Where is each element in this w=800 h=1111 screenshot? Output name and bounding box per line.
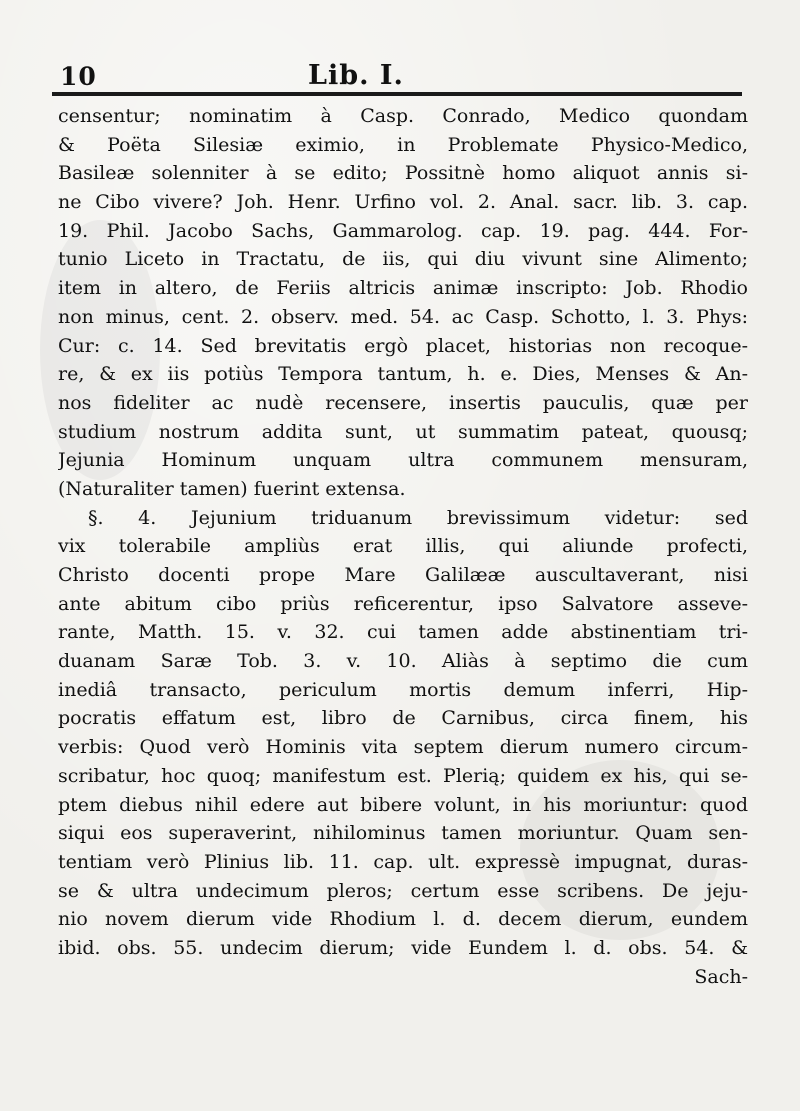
- text-line: item in altero, de Feriis altricis animæ inscripto: Job. Rhodio: [58, 277, 748, 300]
- text-line: nos fideliter ac nudè recensere, insertis pauculis, quæ per: [58, 391, 748, 414]
- text-line: pocratis effatum est, libro de Carnibus, circa finem, his: [58, 707, 748, 730]
- running-head: Lib. I.: [308, 60, 404, 91]
- text-line: & Poëta Silesiæ eximio, in Problemate Physico-Medico,: [58, 133, 748, 156]
- text-line: Christo docenti prope Mare Galilææ auscultaverant, nisi: [58, 564, 748, 586]
- page-header: [52, 58, 742, 98]
- text-line: 19. Phil. Jacobo Sachs, Gammarolog. cap. 19. pag. 444. For-: [58, 219, 748, 242]
- page-number: 10: [60, 62, 97, 91]
- text-line: Jejunia Hominum unquam ultra communem mensuram,: [58, 449, 748, 472]
- text-line: scribatur, hoc quoq; manifestum est. Plerią; quidem ex his, qui se-: [58, 764, 748, 787]
- text-line: siqui eos superaverint, nihilominus tamen moriuntur. Quam sen-: [58, 822, 748, 845]
- text-line: tunio Liceto in Tractatu, de iis, qui diu vivunt sine Alimento;: [58, 248, 748, 271]
- text-line: censentur; nominatim à Casp. Conrado, Medico quondam: [58, 105, 748, 127]
- text-line: re, & ex iis potiùs Tempora tantum, h. e. Dies, Menses & An-: [58, 363, 748, 386]
- text-line: Sach-: [694, 965, 748, 988]
- header-rule: [52, 92, 742, 96]
- body-text: [58, 102, 748, 991]
- text-line: se & ultra undecimum pleros; certum esse scribens. De jeju-: [58, 879, 748, 902]
- text-line: ibid. obs. 55. undecim dierum; vide Eundem l. d. obs. 54. &: [58, 936, 748, 959]
- text-line: rante, Matth. 15. v. 32. cui tamen adde abstinentiam tri-: [58, 621, 748, 644]
- text-line: studium nostrum addita sunt, ut summatim pateat, quousq;: [58, 420, 748, 443]
- text-line: §. 4. Jejunium triduanum brevissimum videtur: sed: [88, 506, 748, 529]
- text-line: duanam Saræ Tob. 3. v. 10. Aliàs à septimo die cum: [58, 650, 748, 673]
- text-line: tentiam verò Plinius lib. 11. cap. ult. expressè impugnat, duras-: [58, 850, 748, 873]
- text-line: ante abitum cibo priùs reficerentur, ipso Salvatore asseve-: [58, 592, 748, 615]
- text-line: vix tolerabile ampliùs erat illis, qui aliunde profecti,: [58, 535, 748, 558]
- text-line: nio novem dierum vide Rhodium l. d. decem dierum, eundem: [58, 908, 748, 931]
- text-line: ne Cibo vivere? Joh. Henr. Urfino vol. 2. Anal. sacr. lib. 3. cap.: [58, 191, 748, 214]
- text-line: (Naturaliter tamen) fuerint extensa.: [58, 477, 406, 500]
- text-line: verbis: Quod verò Hominis vita septem dierum numero circum-: [58, 736, 748, 759]
- text-line: Basileæ solenniter à se edito; Possitnè homo aliquot annis si-: [58, 162, 748, 185]
- text-line: non minus, cent. 2. observ. med. 54. ac Casp. Schotto, l. 3. Phys:: [58, 305, 748, 328]
- text-line: Cur: c. 14. Sed brevitatis ergò placet, historias non recoque-: [58, 334, 748, 357]
- text-line: inediâ transacto, periculum mortis demum inferri, Hip-: [58, 678, 748, 701]
- text-line: ptem diebus nihil edere aut bibere volunt, in his moriuntur: quod: [58, 793, 748, 816]
